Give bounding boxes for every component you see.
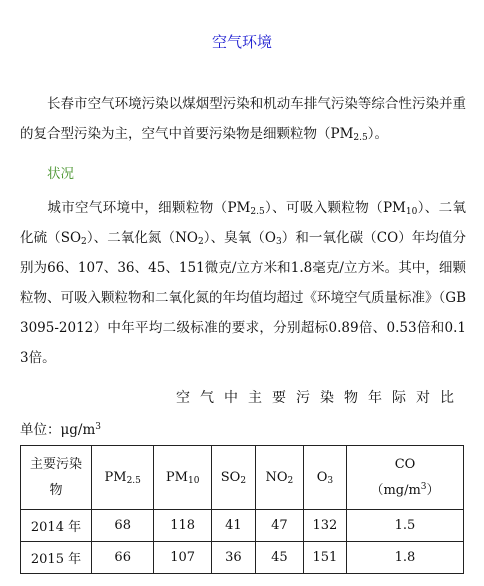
cell-pm10: 107 [154,542,212,574]
status-sub-5: 3 [275,237,282,247]
intro-tail: ）。 [367,126,388,142]
status-paragraph [20,193,466,373]
cell-year: 2015 年 [21,542,92,574]
cell-no2: 45 [255,542,303,574]
intro-text: 长春市空气环境污染以煤烟型污染和机动车排气污染等综合性污染并重的复合型污染为主，空气中首要污染物是细颗粒物（PM [20,96,466,142]
cell-o3: 151 [303,542,346,574]
cell-co: 1.8 [346,542,463,574]
status-text-4: ）、二氧化氮（NO [86,230,198,246]
cell-no2: 47 [255,510,303,542]
header-pm25-sub: 2.5 [126,475,141,486]
header-co-sup: 3 [420,481,427,492]
header-so2-text: SO [220,469,241,485]
unit-text: 单位：μg/m [20,422,96,438]
header-o3-sub: 3 [327,475,334,486]
header-no2 [255,446,303,510]
status-text-6: ）和一氧化碳（CO）年均值分别为66、107、36、45、151微克/立方米和1.8毫克/立方米。其中，细颗粒物、可吸入颗粒物和二氧化氮的年均值均超过《环境空气质量标准》（GB3095-2012）中年平均二级标准的要求，分别超标0.89倍、0.53倍和0.13倍。 [20,230,466,366]
header-pm25-text: PM [104,469,127,485]
cell-co: 1.5 [346,510,463,542]
cell-pm10: 118 [154,510,212,542]
header-so2 [211,446,255,510]
header-o3-text: O [316,469,328,485]
header-co-tail: ） [426,482,440,498]
table-title: 空气中主要污染物年际对比 [176,390,464,406]
cell-so2: 41 [211,510,255,542]
intro-paragraph [20,89,466,149]
status-sub-2: 10 [405,207,418,217]
header-so2-sub: 2 [240,475,247,486]
cell-pm25: 66 [92,542,154,574]
status-heading: 状况 [47,166,74,182]
pollutant-table [20,445,464,574]
cell-o3: 132 [303,510,346,542]
status-sub-3: 2 [81,237,87,247]
page-title: 空气环境 [211,33,272,51]
header-co-line1: CO [394,456,416,472]
status-text-3: ）、二氧化硫（SO [20,200,467,246]
table-header-row [21,446,464,510]
intro-subscript: 2.5 [353,133,368,143]
header-o3 [303,446,346,510]
header-no2-text: NO [265,469,288,485]
header-no2-sub: 2 [287,475,294,486]
header-pm10 [154,446,212,510]
status-text-5: ）、臭氧（O [203,230,276,246]
header-pm10-sub: 10 [187,475,200,486]
header-pollutant [21,446,92,510]
unit-label [20,420,101,440]
status-sub-4: 2 [197,237,204,247]
status-text-2: ）、可吸入颗粒物（PM [264,200,406,216]
header-pollutant-line2: 物 [49,482,63,498]
cell-pm25: 68 [92,510,154,542]
header-co [346,446,463,510]
table-row [21,542,464,574]
unit-sup: 3 [95,422,101,432]
header-pollutant-line1: 主要污染 [29,456,82,472]
header-co-unit: （mg/m [370,482,421,498]
cell-so2: 36 [211,542,255,574]
header-pm25 [92,446,154,510]
table-row [21,510,464,542]
status-text-1: 城市空气环境中，细颗粒物（PM [47,200,251,216]
header-pm10-text: PM [165,469,188,485]
status-sub-1: 2.5 [250,207,265,217]
cell-year: 2014 年 [21,510,92,542]
